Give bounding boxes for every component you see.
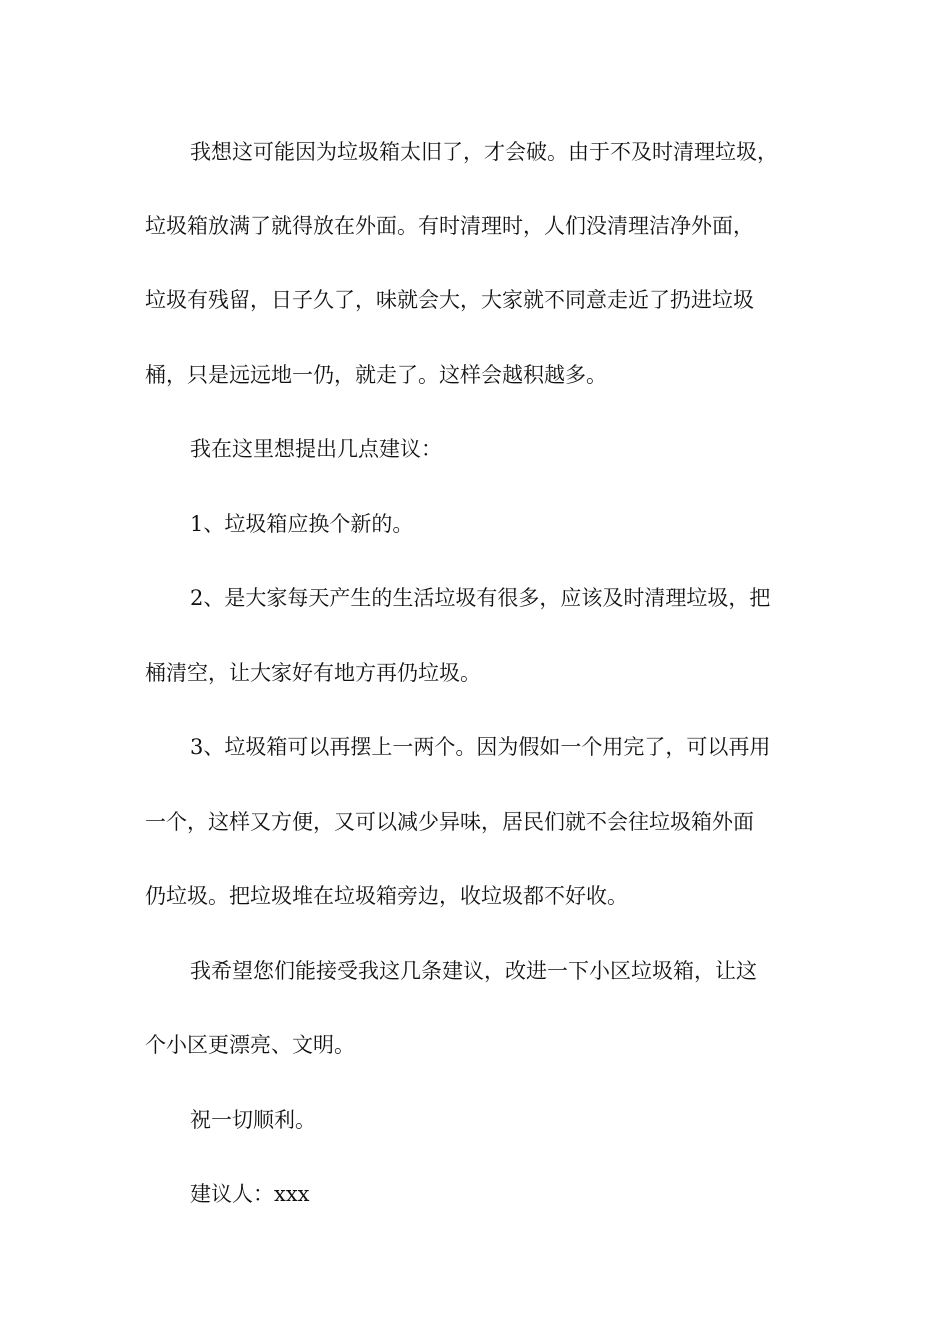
paragraph-line: 我希望您们能接受我这几条建议，改进一下小区垃圾箱，让这 — [190, 959, 757, 983]
paragraph-line: 我在这里想提出几点建议： — [190, 437, 442, 461]
paragraph-line: 个小区更漂亮、文明。 — [145, 1033, 355, 1057]
closing-line: 祝一切顺利。 — [190, 1108, 316, 1132]
paragraph-line: 垃圾有残留，日子久了，味就会大，大家就不同意走近了扔进垃圾 — [145, 288, 754, 312]
paragraph-line: 垃圾箱放满了就得放在外面。有时清理时，人们没清理洁净外面， — [145, 214, 754, 238]
list-item-line: 2、是大家每天产生的生活垃圾有很多，应该及时清理垃圾，把 — [190, 586, 771, 610]
list-item-line: 一个，这样又方便，又可以减少异味，居民们就不会往垃圾箱外面 — [145, 810, 754, 834]
paragraph-line: 桶，只是远远地一仍，就走了。这样会越积越多。 — [145, 363, 607, 387]
list-item-line: 桶清空，让大家好有地方再仍垃圾。 — [145, 661, 481, 685]
signature-line: 建议人：xxx — [190, 1182, 310, 1206]
list-item-line: 仍垃圾。把垃圾堆在垃圾箱旁边，收垃圾都不好收。 — [145, 884, 628, 908]
paragraph-line: 我想这可能因为垃圾箱太旧了，才会破。由于不及时清理垃圾， — [190, 140, 778, 164]
list-item-line: 1、垃圾箱应换个新的。 — [190, 512, 414, 536]
list-item-line: 3、垃圾箱可以再摆上一两个。因为假如一个用完了，可以再用 — [190, 735, 771, 759]
